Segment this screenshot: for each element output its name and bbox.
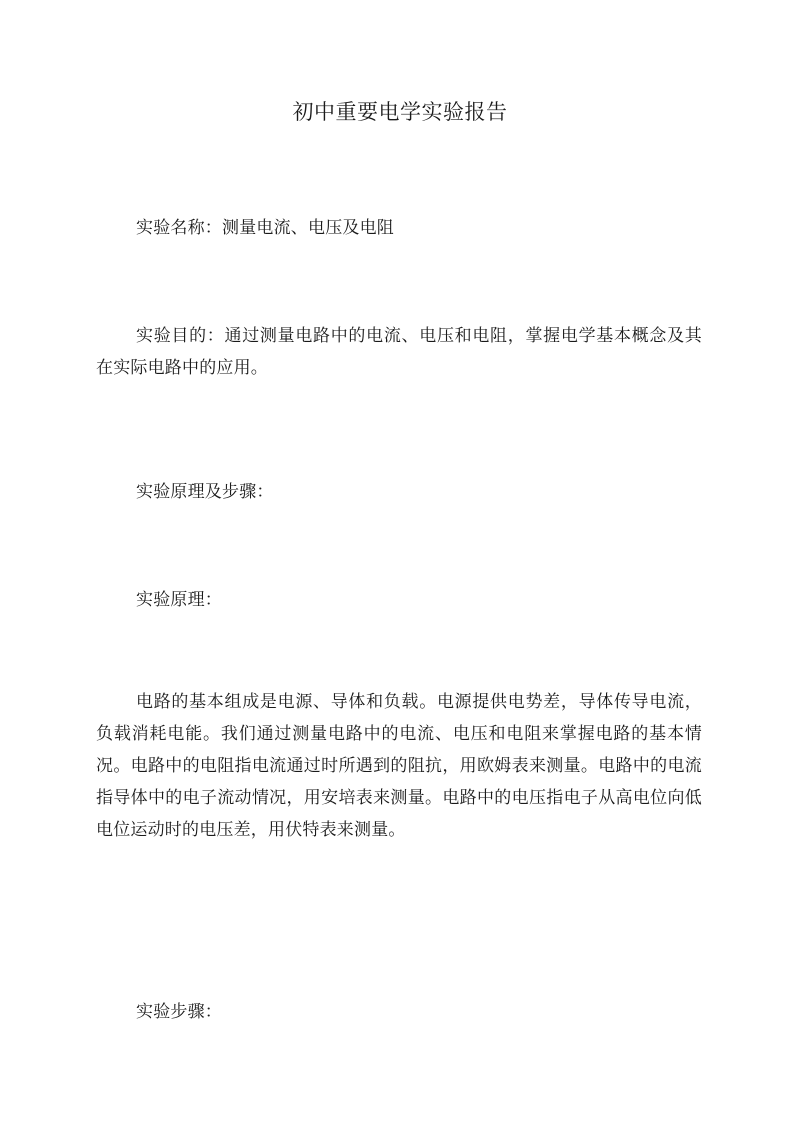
- principle-and-steps-heading: 实验原理及步骤：: [136, 482, 274, 502]
- experiment-name-paragraph: 实验名称：测量电流、电压及电阻: [136, 218, 394, 238]
- experiment-goal-paragraph: 实验目的：通过测量电路中的电流、电压和电阻，掌握电学基本概念及其在实际电路中的应用。: [96, 326, 702, 378]
- document-title: 初中重要电学实验报告: [292, 100, 508, 124]
- principle-body-paragraph: 电路的基本组成是电源、导体和负载。电源提供电势差，导体传导电流，负载消耗电能。我们通过测量电路中的电流、电压和电阻来掌握电路的基本情况。电路中的电阻指电流通过时所遇到的阻抗，用欧姆表来测量。电路中的电流指导体中的电子流动情况，用安培表来测量。电路中的电压指电子从高电位向低电位运动时的电压差，用伏特表来测量。: [96, 692, 702, 840]
- steps-heading: 实验步骤：: [136, 1002, 222, 1022]
- principle-heading: 实验原理：: [136, 590, 222, 610]
